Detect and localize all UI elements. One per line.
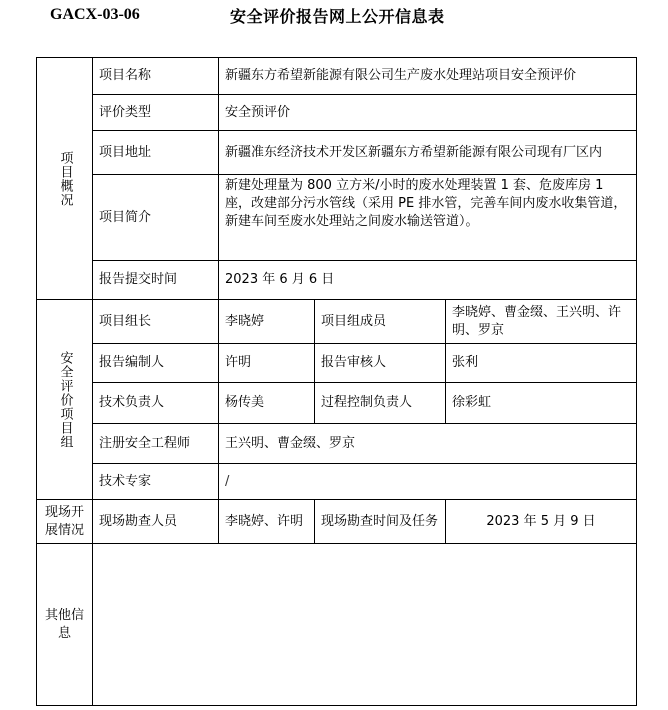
report-author-label: 报告编制人 (93, 344, 219, 383)
process-control-value: 徐彩虹 (446, 383, 637, 424)
table-row (37, 131, 637, 175)
site-time-value: 2023 年 5 月 9 日 (446, 500, 637, 544)
report-author-value: 许明 (219, 344, 315, 383)
project-address-value: 新疆准东经济技术开发区新疆东方希望新能源有限公司现有厂区内 (219, 131, 637, 175)
submit-time-value: 2023 年 6 月 6 日 (219, 261, 637, 300)
tech-expert-label: 技术专家 (93, 464, 219, 500)
table-row (37, 544, 637, 706)
section-overview-label: 项目概况 (37, 58, 93, 300)
report-reviewer-value: 张利 (446, 344, 637, 383)
table-row (37, 424, 637, 464)
evaluation-type-label: 评价类型 (93, 95, 219, 131)
team-leader-label: 项目组长 (93, 300, 219, 344)
process-control-label: 过程控制负责人 (315, 383, 446, 424)
evaluation-type-value: 安全预评价 (219, 95, 637, 131)
section-other-label: 其他信息 (37, 544, 93, 706)
team-leader-value: 李晓婷 (219, 300, 315, 344)
project-name-value: 新疆东方希望新能源有限公司生产废水处理站项目安全预评价 (219, 58, 637, 95)
table-row (37, 95, 637, 131)
info-table (36, 57, 637, 706)
tech-lead-value: 杨传美 (219, 383, 315, 424)
table-row (37, 261, 637, 300)
safety-engineer-label: 注册安全工程师 (93, 424, 219, 464)
table-row (37, 300, 637, 344)
document-title: 安全评价报告网上公开信息表 (230, 7, 445, 26)
submit-time-label: 报告提交时间 (93, 261, 219, 300)
other-info-value (93, 544, 637, 706)
site-inspector-value: 李晓婷、许明 (219, 500, 315, 544)
table-row (37, 383, 637, 424)
document-code: GACX-03-06 (50, 6, 140, 23)
tech-lead-label: 技术负责人 (93, 383, 219, 424)
team-members-label: 项目组成员 (315, 300, 446, 344)
table-row (37, 464, 637, 500)
table-row (37, 344, 637, 383)
table-row (37, 175, 637, 261)
project-name-label: 项目名称 (93, 58, 219, 95)
project-intro-label: 项目简介 (93, 175, 219, 261)
team-members-value: 李晓婷、曹金缀、王兴明、许明、罗京 (446, 300, 637, 344)
tech-expert-value: / (219, 464, 637, 500)
project-address-label: 项目地址 (93, 131, 219, 175)
safety-engineer-value: 王兴明、曹金缀、罗京 (219, 424, 637, 464)
table-row (37, 58, 637, 95)
site-time-label: 现场勘查时间及任务 (315, 500, 446, 544)
section-team-label: 安全评价项目组 (37, 300, 93, 500)
project-intro-value: 新建处理量为 800 立方米/小时的废水处理装置 1 套、危废库房 1 座，改建部分污水管线（采用 PE 排水管，完善车间内废水收集管道，新建车间至废水处理站之间废水输送管道）。 (219, 175, 637, 261)
site-inspector-label: 现场勘查人员 (93, 500, 219, 544)
section-site-label: 现场开展情况 (37, 500, 93, 544)
table-row (37, 500, 637, 544)
report-reviewer-label: 报告审核人 (315, 344, 446, 383)
